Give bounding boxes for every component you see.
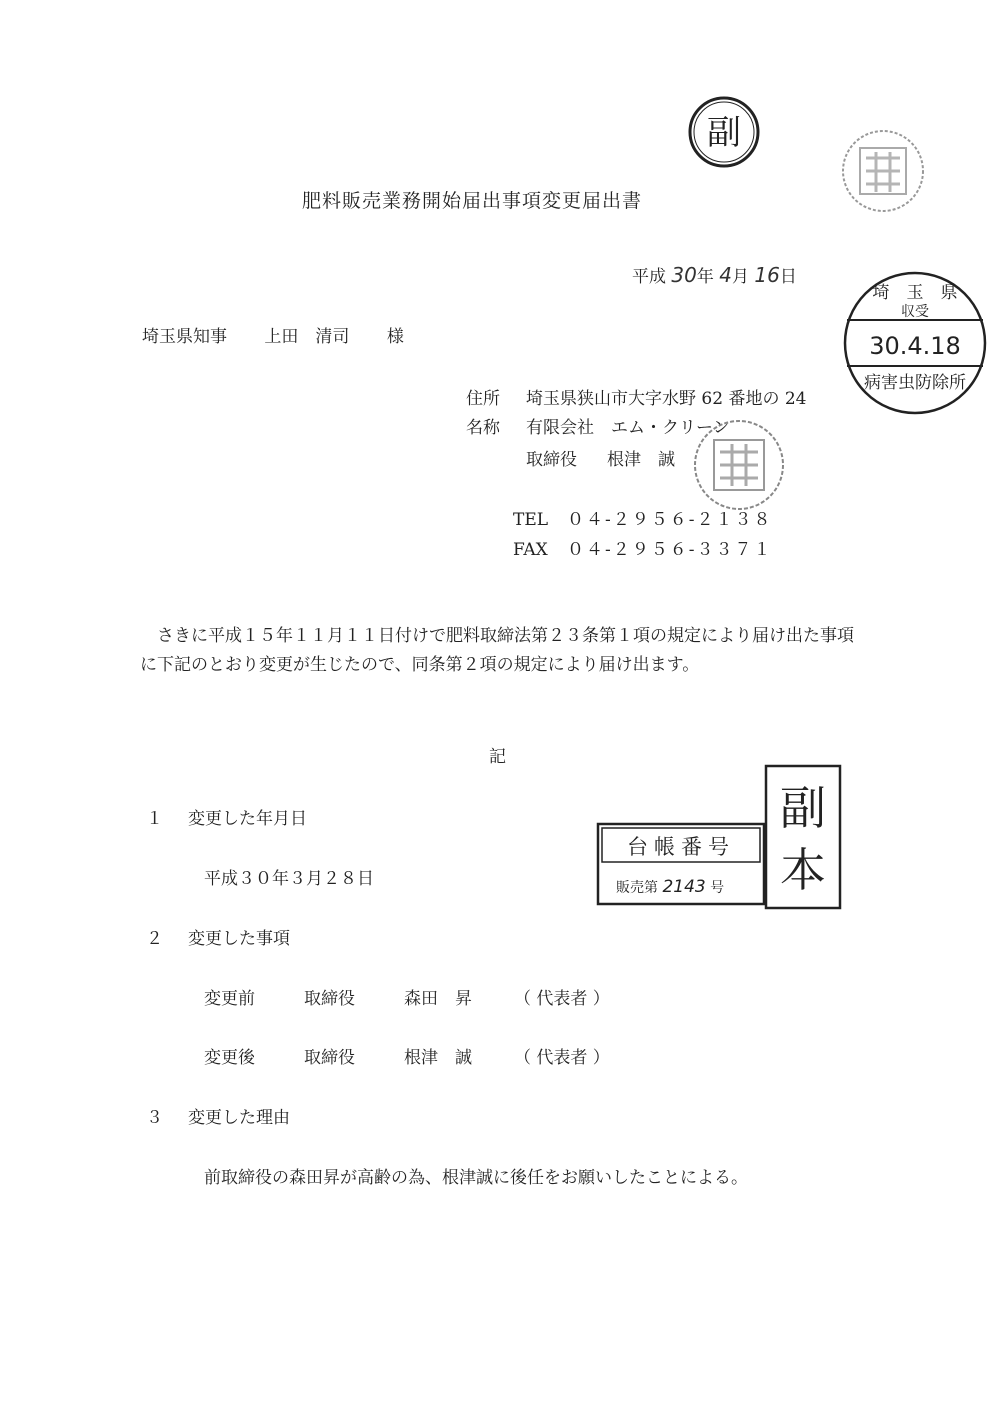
applicant-fax: FAX ０４-２９５６-３３７１ bbox=[513, 540, 773, 560]
recipient-honorific: 様 bbox=[386, 327, 404, 347]
item-1-heading: １ 変更した年月日 bbox=[146, 809, 307, 829]
applicant-company: 名称 有限会社 エム・クリーン bbox=[466, 418, 730, 438]
ledger-stamp-prefix: 販売第 bbox=[616, 880, 658, 896]
submission-date: 平成 30年 4月 16日 bbox=[632, 263, 797, 287]
applicant-address: 住所 埼玉県狭山市大字水野 62 番地の 24 bbox=[466, 389, 807, 409]
receipt-stamp-pref: 埼 玉 県 bbox=[872, 283, 958, 303]
change-before: 変更前 取締役 森田 昇 （ 代表者 ） bbox=[204, 989, 610, 1009]
receipt-stamp-received: 収受 bbox=[901, 304, 929, 320]
ki-heading: 記 bbox=[489, 747, 506, 767]
item-2-heading: ２ 変更した事項 bbox=[146, 929, 290, 949]
copy-stamp bbox=[764, 764, 842, 910]
fuku-circle-stamp bbox=[686, 94, 762, 170]
representative-seal bbox=[692, 418, 786, 512]
applicant-tel: TEL ０４-２９５６-２１３８ bbox=[513, 510, 773, 530]
document-title: 肥料販売業務開始届出事項変更届出書 bbox=[302, 190, 643, 212]
item-3-value: 前取締役の森田昇が高齢の為、根津誠に後任をお願いしたことによる。 bbox=[204, 1168, 748, 1188]
company-seal-top bbox=[840, 128, 926, 214]
applicant-representative: 取締役 根津 誠 bbox=[526, 450, 675, 470]
recipient-name: 上田 清司 bbox=[264, 327, 350, 347]
recipient-office: 埼玉県知事 bbox=[142, 327, 227, 347]
svg-text:販売第 2143 号 bbox=[616, 877, 724, 897]
receipt-stamp-date: 30.4.18 bbox=[869, 332, 961, 360]
ledger-stamp-number: 2143 bbox=[662, 877, 706, 897]
ledger-stamp-label: 台帳番号 bbox=[627, 835, 735, 859]
body-paragraph: さきに平成１５年１１月１１日付けで肥料取締法第２３条第１項の規定により届け出た事項に下記のとおり変更が生じたので、同条第２項の規定により届け出ます。 bbox=[140, 626, 854, 675]
change-after: 変更後 取締役 根津 誠 （ 代表者 ） bbox=[204, 1048, 610, 1068]
ledger-number-stamp bbox=[596, 822, 766, 906]
receipt-stamp bbox=[842, 268, 988, 418]
recipient bbox=[142, 322, 436, 347]
receipt-stamp-office: 病害虫防除所 bbox=[864, 373, 966, 393]
item-3-heading: ３ 変更した理由 bbox=[146, 1108, 290, 1128]
ledger-stamp-suffix: 号 bbox=[710, 880, 725, 896]
fuku-circle-stamp-text: 副 bbox=[707, 113, 741, 153]
copy-stamp-char: 副 bbox=[780, 781, 826, 835]
item-1-value: 平成３０年３月２８日 bbox=[204, 869, 374, 889]
copy-stamp-char: 本 bbox=[780, 843, 826, 897]
copy-stamp-text bbox=[780, 781, 826, 897]
